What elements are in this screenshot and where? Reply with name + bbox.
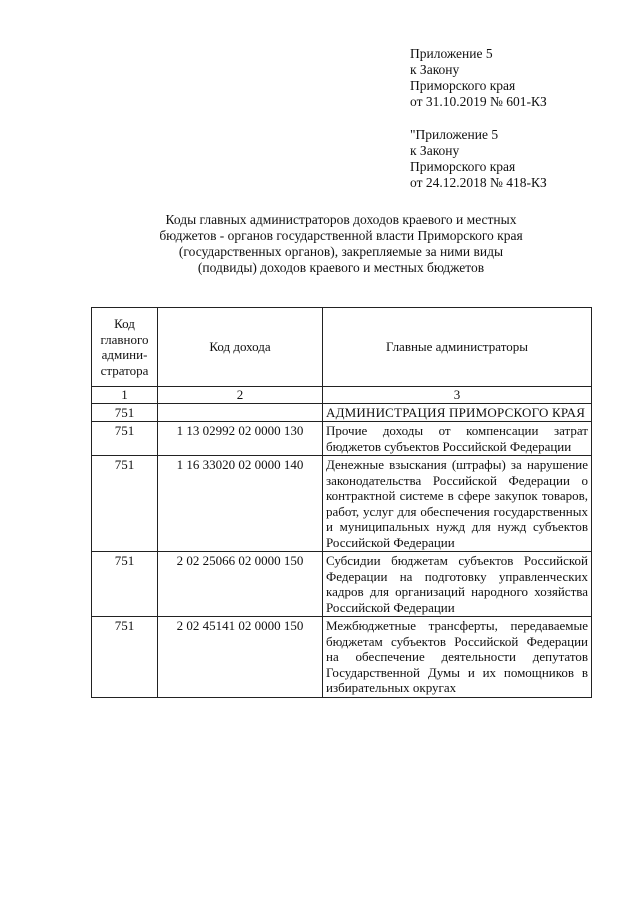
title-line: (государственных органов), закрепляемые за ними виды <box>178 244 504 259</box>
document-title <box>96 212 586 276</box>
income-code-cell <box>158 403 323 422</box>
income-code-cell: 1 16 33020 02 0000 140 <box>158 456 323 552</box>
col-administrators-header: Главные администраторы <box>323 308 592 387</box>
col-income-code-header: Код дохода <box>158 308 323 387</box>
admin-code-cell: 751 <box>92 403 158 422</box>
administrator-name-cell: АДМИНИСТРАЦИЯ ПРИМОРСКОГО КРАЯ <box>323 403 592 422</box>
appendix-previous-line: "Приложение 5 <box>410 127 499 142</box>
admin-code-cell: 751 <box>92 552 158 617</box>
income-code-cell: 2 02 45141 02 0000 150 <box>158 617 323 698</box>
administrator-name-cell: Субсидии бюджетам субъектов Российской Федерации на подготовку управленческих кадров для организаций народного хозяйства Российской Федерации <box>323 552 592 617</box>
appendix-previous-line: Приморского края <box>410 159 516 174</box>
appendix-previous-date: от 24.12.2018 № 418-КЗ <box>410 175 547 190</box>
col-header-line: админи- <box>101 347 148 362</box>
column-number: 2 <box>158 387 323 404</box>
table-row <box>92 403 592 422</box>
administrator-name-cell: Межбюджетные трансферты, передаваемые бюджетам субъектов Российской Федерации на обеспечение деятельности депутатов Государственной Думы и их помощников в избирательных округах <box>323 617 592 698</box>
column-number-row <box>92 387 592 404</box>
appendix-current-line: к Закону <box>410 62 460 77</box>
col-header-line: стратора <box>100 362 149 378</box>
appendix-previous-line: к Закону <box>410 143 460 158</box>
appendix-current-line: Приморского края <box>410 78 516 93</box>
title-line: (подвиды) доходов краевого и местных бюджетов <box>197 260 485 275</box>
income-code-cell: 2 02 25066 02 0000 150 <box>158 552 323 617</box>
administrator-name-cell: Прочие доходы от компенсации затрат бюджетов субъектов Российской Федерации <box>323 422 592 456</box>
col-admin-code-header <box>92 308 158 387</box>
table-row <box>92 422 592 456</box>
column-number: 3 <box>323 387 592 404</box>
table-row <box>92 617 592 698</box>
table-row <box>92 456 592 552</box>
title-line: Коды главных администраторов доходов краевого и местных <box>165 212 517 227</box>
admin-code-cell: 751 <box>92 617 158 698</box>
income-code-cell: 1 13 02992 02 0000 130 <box>158 422 323 456</box>
header-gap <box>410 110 630 127</box>
admin-code-cell: 751 <box>92 456 158 552</box>
title-line: бюджетов - органов государственной власти Приморского края <box>159 228 523 243</box>
appendix-current-line: Приложение 5 <box>410 46 493 61</box>
table-header-row <box>92 308 592 387</box>
table-row <box>92 552 592 617</box>
appendix-header <box>410 46 630 191</box>
column-number: 1 <box>92 387 158 404</box>
admin-code-cell: 751 <box>92 422 158 456</box>
income-codes-table <box>91 307 592 698</box>
col-header-line: главного <box>100 331 149 347</box>
col-header-line: Код <box>114 316 135 331</box>
administrator-name-cell: Денежные взыскания (штрафы) за нарушение законодательства Российской Федерации о контрактной системе в сфере закупок товаров, работ, услуг для обеспечения государственных и муниципальных нужд для нужд субъектов Российской Федерации <box>323 456 592 552</box>
appendix-current-date: от 31.10.2019 № 601-КЗ <box>410 94 547 109</box>
